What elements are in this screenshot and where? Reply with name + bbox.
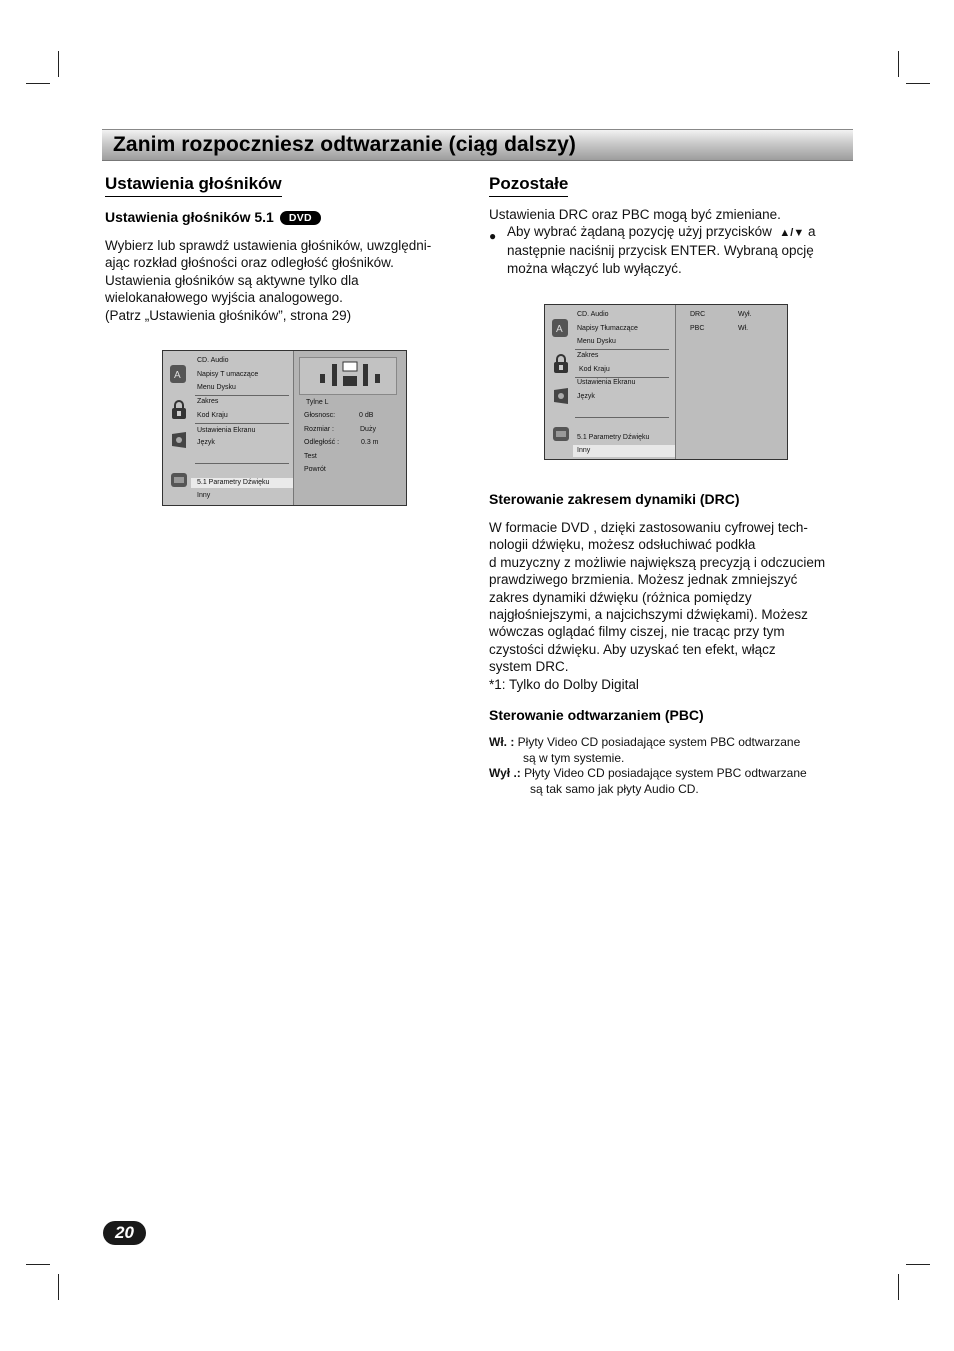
other-settings-icon xyxy=(169,469,189,491)
drc-line: system DRC. xyxy=(489,659,569,675)
osd-divider xyxy=(575,417,669,418)
lock-icon xyxy=(551,353,571,375)
osd-menu-item[interactable]: Inny xyxy=(197,492,211,499)
osd-menu-item-selected[interactable]: Inny xyxy=(577,447,591,454)
osd-menu-item-selected[interactable]: 5.1 Parametry Dźwięku xyxy=(197,479,270,486)
osd-setting-value: Wł. xyxy=(738,325,749,332)
bullet-paragraph xyxy=(507,223,816,277)
pbc-off-term: Wył .: xyxy=(489,766,521,780)
osd-menu-item[interactable]: Kod Kraju xyxy=(197,412,228,419)
page-number: 20 xyxy=(115,1223,134,1242)
svg-text:A: A xyxy=(174,370,181,381)
svg-text:A: A xyxy=(556,324,563,335)
pbc-off-continuation: są tak samo jak płyty Audio CD. xyxy=(530,782,699,796)
paragraph-line: Wybierz lub sprawdź ustawienia głośników, uwzględni- xyxy=(105,238,432,253)
osd-divider xyxy=(195,423,289,424)
crop-mark xyxy=(906,83,930,84)
speaker-51-subheading xyxy=(105,209,321,225)
up-down-arrows-icon: ▲/▼ xyxy=(779,227,805,239)
audio-disc-icon xyxy=(168,363,188,385)
paragraph-line: Ustawienia głośników są aktywne tylko dla xyxy=(105,272,359,288)
drc-line: nologii dźwięku, możesz odsłuchiwać podkła xyxy=(489,537,756,553)
osd-menu-item[interactable]: Zakres xyxy=(577,352,599,359)
pbc-on-definition xyxy=(489,735,800,751)
pbc-on-text: Płyty Video CD posiadające system PBC odtwarzane xyxy=(517,735,801,749)
osd-menu-item[interactable]: CD. Audio xyxy=(577,311,609,318)
osd-setting-label[interactable]: PBC xyxy=(690,325,705,332)
osd-setting-value: 0 dB xyxy=(359,412,374,419)
osd-divider xyxy=(195,463,289,464)
drc-line: wówczas oglądać filmy ciszej, nie tracąc przy tym xyxy=(489,624,785,640)
crop-mark xyxy=(906,1264,930,1265)
osd-setting-value: Duży xyxy=(360,426,376,433)
lock-icon xyxy=(169,399,189,421)
bullet-line: można włączyć lub wyłączyć. xyxy=(507,260,682,276)
pbc-on-term: Wł. : xyxy=(489,735,515,749)
osd-menu-item[interactable]: Zakres xyxy=(197,398,219,405)
drc-line: najgłośniejszymi, a najcichszymi dźwiękami). Możesz xyxy=(489,607,808,623)
osd-panel xyxy=(675,305,787,459)
osd-divider xyxy=(195,395,289,396)
paragraph-line: ając rozkład głośności oraz odległość głośników. xyxy=(105,255,394,271)
osd-setting-label[interactable]: DRC xyxy=(690,311,706,318)
page-number-badge xyxy=(103,1221,146,1245)
osd-divider xyxy=(575,377,669,378)
other-osd-screen xyxy=(544,304,788,460)
osd-menu-item[interactable]: Ustawienia Ekranu xyxy=(197,427,256,434)
osd-setting-label[interactable]: Rozmiar : xyxy=(304,426,334,433)
osd-setting-value: Wył. xyxy=(738,311,752,318)
bullet-line-text: Aby wybrać żądaną pozycję użyj przycisków xyxy=(507,224,772,239)
osd-menu xyxy=(545,305,675,459)
crop-mark xyxy=(26,83,50,84)
osd-menu-item[interactable]: Menu Dysku xyxy=(197,384,236,391)
speaker-osd-screen xyxy=(162,350,407,506)
crop-mark xyxy=(58,1274,59,1300)
other-settings-icon xyxy=(551,423,571,445)
osd-menu-item[interactable]: Kod Kraju xyxy=(579,366,610,373)
osd-menu-item[interactable]: Napisy T umaczące xyxy=(197,371,259,378)
bullet-icon: ● xyxy=(489,229,497,243)
drc-line: W formacie DVD , dzięki zastosowaniu cyfrowej tech- xyxy=(489,520,808,535)
osd-panel xyxy=(293,351,406,505)
speaker-51-subheading-text: Ustawienia głośników 5.1 xyxy=(105,209,274,225)
drc-footnote: *1: Tylko do Dolby Digital xyxy=(489,676,639,692)
osd-menu-item[interactable]: CD. Audio xyxy=(197,357,229,364)
crop-mark xyxy=(898,1274,899,1300)
screen-settings-icon xyxy=(551,385,571,407)
osd-menu-item[interactable]: Ustawienia Ekranu xyxy=(577,379,636,386)
crop-mark xyxy=(898,51,899,77)
drc-paragraph xyxy=(489,519,825,693)
drc-line: czystości dźwięku. Aby uzyskać ten efekt, włącz xyxy=(489,641,776,657)
speaker-diagram xyxy=(299,357,397,395)
osd-menu-item[interactable]: Język xyxy=(577,393,595,400)
osd-menu-item[interactable]: Menu Dysku xyxy=(577,338,616,345)
bullet-line-tail: a xyxy=(807,224,816,239)
intro-line: Ustawienia DRC oraz PBC mogą być zmieniane. xyxy=(489,207,781,222)
osd-setting-label[interactable]: Odległość : xyxy=(304,439,340,446)
osd-menu-item[interactable]: Język xyxy=(197,439,215,446)
other-intro xyxy=(489,206,781,223)
audio-disc-icon xyxy=(550,317,570,339)
dvd-badge: DVD xyxy=(280,211,321,225)
drc-line: prawdziwego brzmienia. Możesz jednak zmniejszyć xyxy=(489,572,798,588)
pbc-heading: Sterowanie odtwarzaniem (PBC) xyxy=(489,707,704,723)
crop-mark xyxy=(58,51,59,77)
pbc-off-text: Płyty Video CD posiadające system PBC odtwarzane xyxy=(524,766,807,780)
pbc-off-definition xyxy=(489,766,807,782)
drc-line: d muzyczny z możliwie największą precyzją i odczuciem xyxy=(489,554,826,570)
bullet-line xyxy=(507,223,816,242)
drc-heading: Sterowanie zakresem dynamiki (DRC) xyxy=(489,491,740,507)
page-title: Zanim rozpoczniesz odtwarzanie (ciąg dalszy) xyxy=(113,133,576,156)
osd-test-item[interactable]: Test xyxy=(304,453,317,460)
osd-divider xyxy=(575,349,669,350)
osd-menu-item[interactable]: 5.1 Parametry Dźwięku xyxy=(577,434,650,441)
osd-setting-value: 0.3 m xyxy=(361,439,379,446)
title-bar xyxy=(102,129,853,161)
paragraph-line: wielokanałowego wyjścia analogowego. xyxy=(105,290,343,306)
bullet-line: następnie naciśnij przycisk ENTER. Wybraną opcję xyxy=(507,243,814,259)
speaker-paragraph xyxy=(105,237,431,324)
osd-channel-label: Tylne L xyxy=(306,399,329,406)
other-heading: Pozostałe xyxy=(489,174,568,197)
osd-return-item[interactable]: Powrót xyxy=(304,466,326,473)
drc-line: zakres dynamiki dźwięku (różnica pomiędzy xyxy=(489,589,752,605)
paragraph-line: (Patrz „Ustawienia głośników”, strona 29) xyxy=(105,307,352,323)
osd-menu-item[interactable]: Napisy Tłumaczące xyxy=(577,325,638,332)
speaker-settings-heading: Ustawienia głośników xyxy=(105,174,282,197)
screen-settings-icon xyxy=(169,429,189,451)
osd-menu xyxy=(163,351,293,505)
osd-setting-label[interactable]: Głosnosc: xyxy=(304,412,336,419)
crop-mark xyxy=(26,1264,50,1265)
pbc-on-continuation: są w tym systemie. xyxy=(523,751,625,765)
